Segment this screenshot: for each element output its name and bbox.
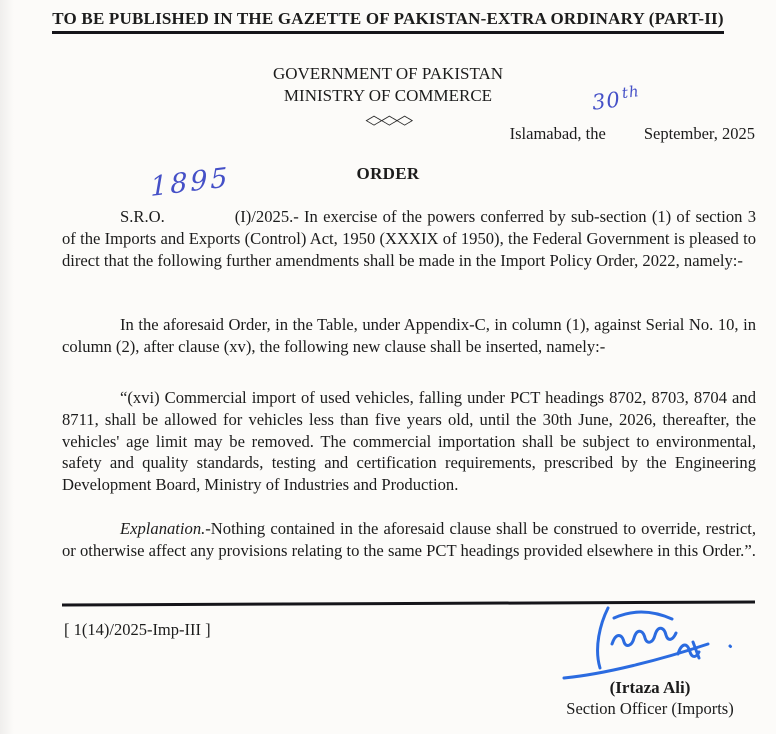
dateline — [510, 124, 755, 144]
document-header — [0, 9, 776, 29]
sro-text: (I)/2025.- In exercise of the powers conferred by sub-section (1) of section 3 of the Imports and Exports (Control) Act, 1950 (XXXIX of 1950), the Federal Government is pleased to direct that the following further amendments shall be made in the Import Policy Order, 2022, namely:- — [62, 207, 756, 270]
sro-label: S.R.O. — [120, 207, 165, 226]
dateline-place: Islamabad, the — [509, 124, 606, 143]
ministry-line: MINISTRY OF COMMERCE — [283, 86, 493, 105]
explanation-text: -Nothing contained in the aforesaid clause shall be construed to override, restrict, or otherwise affect any provisions relating to the same PCT headings provided elsewhere in this Order.”. — [62, 519, 756, 560]
handwritten-sro-number: 1895 — [150, 161, 231, 204]
signature-handwriting-icon — [550, 600, 750, 682]
paragraph-clause-xvi: “(xvi) Commercial import of used vehicles, falling under PCT headings 8702, 8703, 8704 and 8711, shall be allowed for vehicles less than five years old, until the 30th June, 2026, thereafter, the vehicles' age limit may be removed. The commercial importation shall be subject to environmental, safety and quality standards, testing and certification requirements, prescribed by the Engineering Development Board, Ministry of Industries and Production. — [62, 388, 756, 495]
paragraph-sro — [62, 206, 756, 271]
paragraph-explanation — [62, 518, 756, 562]
diamond-ornament-icon: ◇◇◇ — [365, 112, 411, 127]
signatory-title: Section Officer (Imports) — [566, 699, 734, 718]
page-title: TO BE PUBLISHED IN THE GAZETTE OF PAKISTAN-EXTRA ORDINARY (PART-II) — [52, 9, 723, 34]
handwritten-day: 30th — [590, 82, 641, 115]
government-line: GOVERNMENT OF PAKISTAN — [272, 64, 504, 83]
signature-block — [540, 600, 760, 719]
signatory-name: (Irtaza Ali) — [609, 678, 691, 697]
paragraph-amendment: In the aforesaid Order, in the Table, under Appendix-C, in column (1), against Serial No. 10, in column (2), after clause (xv), the following new clause shall be inserted, namely:- — [62, 315, 756, 356]
order-heading: ORDER — [356, 164, 420, 183]
dateline-month-year: September, 2025 — [643, 124, 755, 143]
org-block — [0, 63, 776, 131]
explanation-label: Explanation. — [120, 519, 206, 538]
file-number: [ 1(14)/2025-Imp-III ] — [64, 620, 211, 639]
